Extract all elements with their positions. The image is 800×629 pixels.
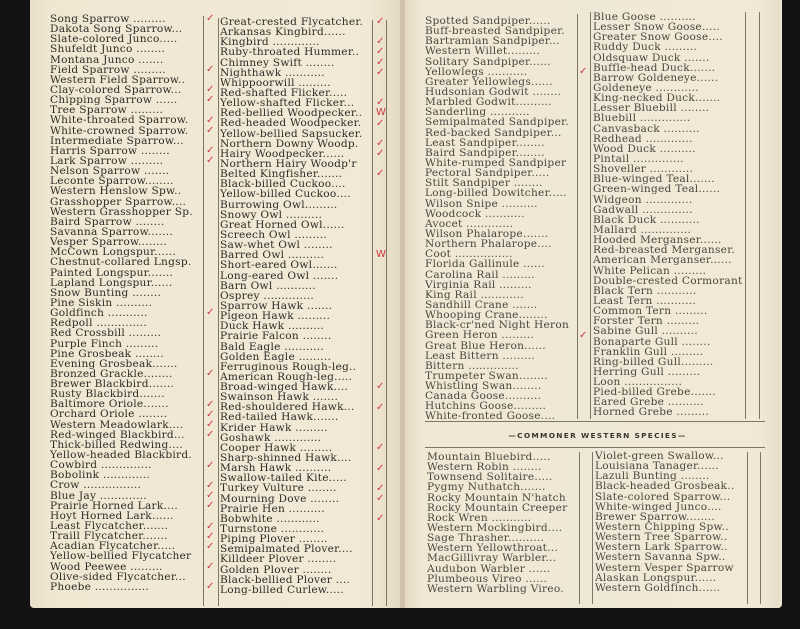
column-rule <box>372 20 373 606</box>
species-entry: Baird Sparrow ........ <box>50 216 165 227</box>
column-rule <box>745 12 746 419</box>
species-entry: Field Sparrow ......... <box>50 64 166 75</box>
species-entry: Snowy Owl .......... <box>220 209 323 220</box>
species-entry: Herring Gull ......... <box>593 366 701 378</box>
species-entry: Swallow-tailed Kite..... <box>220 473 347 484</box>
species-entry: Red-bellied Woodpecker.. <box>220 108 363 119</box>
species-entry: Clay-colored Sparrow... <box>50 84 182 96</box>
species-entry: Western Yellowthroat... <box>427 543 559 554</box>
checkmark-icon: ✓ <box>376 482 385 494</box>
species-entry: MacGillivray Warbler... <box>427 553 557 564</box>
checkmark-icon: ✓ <box>206 124 215 136</box>
species-entry: Savanna Sparrow....... <box>50 226 173 238</box>
species-entry: Red-breasted Merganser. <box>593 245 735 256</box>
species-entry: Arkansas Kingbird...... <box>220 27 346 38</box>
species-entry: Bluebill .............. <box>593 113 691 124</box>
species-entry: Plumbeous Vireo ...... <box>427 573 548 584</box>
species-entry: Goldfinch ........... <box>50 308 148 319</box>
species-entry: Mourning Dove ........ <box>220 493 340 504</box>
species-entry: Screech Owl ......... <box>220 229 327 241</box>
species-entry: Violet-green Swallow... <box>595 451 724 462</box>
column-rule <box>592 452 593 604</box>
species-entry: Barn Owl ........... <box>220 280 316 291</box>
species-entry: Ruddy Duck ......... <box>593 42 698 53</box>
species-entry: Western Warbling Vireo. <box>427 583 564 594</box>
species-column-4 <box>593 12 744 418</box>
species-entry: Louisiana Tanager...... <box>595 461 719 472</box>
species-entry: Saw-whet Owl ........ <box>220 240 333 251</box>
species-entry: Crow ................ <box>50 480 142 491</box>
checkmark-icon: ✓ <box>376 46 385 58</box>
checkmark-icon: ✓ <box>206 530 215 542</box>
species-entry: Lapland Longspur...... <box>50 277 173 288</box>
species-entry: Vesper Sparrow........ <box>50 237 167 248</box>
species-entry: Baltimore Oriole....... <box>50 399 169 410</box>
species-entry: Sage Thrasher.......... <box>427 533 545 544</box>
species-entry: Common Tern ......... <box>593 306 708 317</box>
species-entry: Black Tern ........... <box>593 285 697 296</box>
species-entry: Pintail .............. <box>593 153 684 165</box>
species-entry: Red-tailed Hawk....... <box>220 412 339 423</box>
species-entry: White-winged Junco.... <box>595 501 722 512</box>
species-entry: Stilt Sandpiper ........ <box>425 178 543 189</box>
species-entry: Widgeon ............. <box>593 194 693 205</box>
species-entry: Western Henslow Spw.. <box>50 186 182 197</box>
species-entry: Redhead ............. <box>593 133 693 144</box>
column-rule <box>577 14 578 419</box>
checkmark-icon: ✓ <box>376 137 385 149</box>
species-entry: Western Mockingbird.... <box>427 522 563 534</box>
species-entry: Least Sandpiper........ <box>425 137 545 148</box>
species-entry: Western Willet......... <box>425 46 540 57</box>
species-entry: Long-billed Curlew..... <box>220 584 345 596</box>
species-entry: Least Bittern ......... <box>425 350 535 361</box>
western-species-column-1 <box>427 452 577 594</box>
species-entry: Marsh Hawk .......... <box>220 463 332 474</box>
checkmark-icon: ✓ <box>376 442 385 454</box>
species-entry: Blue-winged Teal....... <box>593 174 715 185</box>
column-rule <box>760 452 761 604</box>
species-entry: Rocky Mountain N'hatch <box>427 492 566 503</box>
species-entry: Slate-colored Sparrow... <box>595 491 731 502</box>
w-mark-icon: W <box>376 249 386 261</box>
species-entry: Prairie Horned Lark.... <box>50 500 178 511</box>
species-entry: Chimney Swift ........ <box>220 57 335 68</box>
species-entry: Lesser Snow Goose..... <box>593 22 721 33</box>
species-entry: Avocet ............. <box>425 218 514 229</box>
species-entry: Ferruginous Rough-leg.. <box>220 361 357 372</box>
species-entry: Chestnut-collared Lngsp. <box>50 257 192 268</box>
species-entry: Prairie Hen .......... <box>220 503 325 514</box>
species-entry: Leconte Sparrow........ <box>50 176 174 187</box>
species-entry: Sparrow Hawk ....... <box>220 300 333 312</box>
species-entry: Whooping Crane........ <box>425 310 548 321</box>
species-entry: Turkey Vulture ........ <box>220 483 337 494</box>
species-entry: Ruby-throated Hummer.. <box>220 47 360 58</box>
species-entry: Golden Plover ........ <box>220 564 332 575</box>
species-entry: Western Chipping Spw.. <box>595 521 729 533</box>
species-entry: Osprey .............. <box>220 290 314 301</box>
species-entry: Double-crested Cormorant <box>593 275 743 286</box>
species-entry: Pigeon Hawk ......... <box>220 311 331 322</box>
species-entry: Long-billed Dowitcher..... <box>425 188 567 199</box>
checkmark-icon: ✓ <box>206 500 215 512</box>
species-entry: Black-cr'ned Night Heron <box>425 320 570 331</box>
checkmark-icon: ✓ <box>206 398 215 410</box>
species-entry: Northern Hairy Woodp'r <box>220 158 357 170</box>
species-entry: Yellow-shafted Flicker... <box>220 98 355 109</box>
species-entry: Rocky Mountain Creeper <box>427 502 568 513</box>
species-entry: Least Flycatcher....... <box>50 521 169 532</box>
species-entry: Green Heron ......... <box>425 330 534 341</box>
species-entry: Buffle-head Duck....... <box>593 62 716 73</box>
species-entry: Bartramian Sandpiper... <box>425 36 560 47</box>
species-entry: Western Robin ........ <box>427 462 542 473</box>
species-entry: Dakota Song Sparrow... <box>50 24 183 35</box>
species-entry: Pine Siskin .......... <box>50 297 153 309</box>
species-entry: Yellow-headed Blackbird. <box>50 450 192 461</box>
species-entry: Marbled Godwit.......... <box>425 97 552 108</box>
species-entry: McCown Longspur...... <box>50 247 176 258</box>
species-entry: Western Field Sparrow.. <box>50 74 186 85</box>
species-entry: American Merganser...... <box>593 255 732 266</box>
species-entry: Baird Sandpiper........ <box>425 147 545 158</box>
species-entry: Rock Wren ........... <box>427 512 532 523</box>
checkmark-icon: ✓ <box>206 419 215 430</box>
species-entry: Green-winged Teal...... <box>593 184 721 195</box>
species-entry: Redpoll .............. <box>50 318 147 329</box>
checkmark-icon: ✓ <box>206 459 215 471</box>
species-entry: Blue Jay ............. <box>50 490 147 501</box>
checkmark-icon: ✓ <box>206 307 215 319</box>
species-entry: Bronzed Grackle........ <box>50 368 173 380</box>
species-entry: Nelson Sparrow ....... <box>50 166 170 177</box>
species-entry: White-crowned Sparrow. <box>50 125 189 136</box>
species-entry: Horned Grebe ......... <box>593 407 709 418</box>
species-entry: Sanderling ........... <box>425 107 530 118</box>
species-entry: Forster Tern ......... <box>593 316 700 327</box>
species-column-3 <box>425 16 575 422</box>
species-entry: Loon ................ <box>593 377 683 388</box>
checkmark-icon: ✓ <box>206 63 215 75</box>
species-entry: Acadian Flycatcher..... <box>50 541 176 552</box>
w-mark-icon: W <box>376 107 386 119</box>
species-entry: Western Tree Sparrow.. <box>595 532 728 543</box>
species-entry: Long-eared Owl ....... <box>220 270 339 281</box>
species-entry: Bonaparte Gull ........ <box>593 336 711 347</box>
species-entry: Shoveller ............ <box>593 164 694 175</box>
species-entry: Shufeldt Junco ........ <box>50 44 166 55</box>
species-entry: Great Horned Owl...... <box>220 219 345 230</box>
species-entry: Semipalmated Plover.... <box>220 544 353 555</box>
species-entry: Barrow Goldeneye...... <box>593 72 719 83</box>
species-entry: Rusty Blackbird....... <box>50 389 165 400</box>
species-entry: Great Blue Heron...... <box>425 340 546 351</box>
species-entry: Swainson Hawk ....... <box>220 392 339 403</box>
species-entry: Evening Grosbeak....... <box>50 358 178 369</box>
species-entry: Brewer Blackbird....... <box>50 379 175 390</box>
checkmark-icon: ✓ <box>376 147 385 159</box>
species-entry: Intermediate Sparrow... <box>50 135 184 146</box>
species-entry: Piping Plover ........ <box>220 534 328 545</box>
checkmark-icon: ✓ <box>579 65 588 77</box>
species-entry: Slate-colored Junco..... <box>50 34 178 45</box>
species-entry: Yellowlegs ........... <box>425 66 528 77</box>
species-entry: Solitary Sandpiper...... <box>425 56 551 67</box>
species-entry: Short-eared Owl....... <box>220 260 338 271</box>
checkmark-icon: ✓ <box>376 401 385 413</box>
species-entry: Western Meadowlark.... <box>50 419 184 430</box>
species-entry: White Pelican ......... <box>593 265 707 276</box>
species-entry: Wilson Phalarope....... <box>425 228 549 240</box>
checkmark-icon: ✓ <box>206 114 215 126</box>
checkmark-icon: ✓ <box>206 155 215 167</box>
species-entry: Canada Goose.......... <box>425 391 542 402</box>
species-entry: Painted Longspur....... <box>50 267 174 278</box>
column-rule <box>386 20 387 606</box>
species-entry: Bobwhite ............ <box>220 513 320 525</box>
species-entry: Barred Owl .......... <box>220 250 325 261</box>
species-entry: Nighthawk ........... <box>220 67 325 78</box>
species-entry: Black-bellied Plover .... <box>220 574 351 585</box>
species-entry: Audubon Warbler ...... <box>427 563 551 574</box>
species-entry: Least Tern ........... <box>593 295 696 307</box>
species-entry: Tree Sparrow ......... <box>50 105 164 116</box>
species-entry: Black Duck ........... <box>593 214 700 225</box>
species-entry: Yellow-billed Cuckoo.... <box>220 189 351 200</box>
species-entry: Red-backed Sandpiper... <box>425 127 562 138</box>
species-entry: Oldsquaw Duck ....... <box>593 52 710 63</box>
species-entry: Burrowing Owl......... <box>220 199 338 210</box>
species-entry: Pine Grosbeak ........ <box>50 348 164 359</box>
checkmark-icon: ✓ <box>206 368 215 380</box>
checkmark-icon: ✓ <box>206 540 215 552</box>
species-entry: Turnstone ............ <box>220 524 325 535</box>
checkmark-icon: ✓ <box>376 117 385 129</box>
species-entry: Bittern .............. <box>425 360 519 371</box>
species-entry: Broad-winged Hawk.... <box>220 382 349 393</box>
species-entry: Brewer Sparrow........ <box>595 511 715 522</box>
section-rule-bottom <box>425 447 765 448</box>
checkmark-icon: ✓ <box>206 490 215 502</box>
species-entry: Mallard .............. <box>593 224 692 236</box>
species-entry: Western Savanna Spw.. <box>595 552 726 563</box>
species-entry: Western Vesper Sparrow <box>595 562 734 573</box>
species-entry: Cooper Hawk ......... <box>220 442 333 454</box>
checkmark-icon: ✓ <box>376 462 385 474</box>
species-entry: Great-crested Flycatcher. <box>220 17 364 28</box>
species-entry: Semipalmated Sandpiper. <box>425 117 569 128</box>
species-entry: Franklin Gull ......... <box>593 346 704 357</box>
species-entry: Belted Kingfisher....... <box>220 169 343 180</box>
species-entry: Greater Yellowlegs...... <box>425 76 553 87</box>
species-entry: Lark Sparrow ......... <box>50 155 164 167</box>
species-entry: Hoyt Horned Lark...... <box>50 510 174 522</box>
species-entry: Buff-breasted Sandpiper. <box>425 26 565 37</box>
checkmark-icon: ✓ <box>376 56 385 68</box>
checkmark-icon: ✓ <box>579 329 588 341</box>
species-entry: Coot ................ <box>425 249 513 260</box>
species-entry: Wood Duck .......... <box>593 143 696 154</box>
species-entry: Golden Eagle ......... <box>220 351 332 362</box>
species-entry: Grasshopper Sparrow.... <box>50 196 187 207</box>
species-entry: Montana Junco ....... <box>50 54 164 65</box>
checkmark-icon: ✓ <box>376 381 385 393</box>
species-entry: Sandhill Crane ....... <box>425 299 538 311</box>
species-entry: Sharp-shinned Hawk.... <box>220 453 352 464</box>
species-entry: Kingbird ............. <box>220 37 320 48</box>
book-spine <box>400 0 405 608</box>
species-entry: Carolina Rail ......... <box>425 269 535 280</box>
species-entry: Cowbird .............. <box>50 460 152 471</box>
checkmark-icon: ✓ <box>376 493 385 505</box>
species-entry: Northern Phalarope.... <box>425 239 552 250</box>
species-entry: Whippoorwill ......... <box>220 77 331 88</box>
species-entry: Red-shafted Flicker..... <box>220 87 348 99</box>
species-entry: Alaskan Longspur...... <box>595 572 717 583</box>
species-entry: Townsend Solitaire..... <box>427 472 553 483</box>
species-entry: Ring-billed Gull......... <box>593 356 714 367</box>
checkmark-icon: ✓ <box>206 144 215 156</box>
species-entry: Harris Sparrow ........ <box>50 145 170 156</box>
species-entry: Red-shouldered Hawk... <box>220 402 355 413</box>
species-entry: Red-winged Blackbird... <box>50 429 185 440</box>
species-entry: Western Lark Sparrow.. <box>595 542 728 553</box>
species-column-1 <box>50 14 202 592</box>
species-entry: Virginia Rail ......... <box>425 279 532 290</box>
section-title: —COMMONER WESTERN SPECIES— <box>508 431 687 440</box>
species-entry: Mountain Bluebird..... <box>427 452 551 463</box>
species-entry: King-necked Duck....... <box>593 93 721 104</box>
species-entry: Orchard Oriole ........ <box>50 409 168 420</box>
species-entry: American Rough-leg..... <box>220 371 353 383</box>
species-entry: Wilson Snipe .......... <box>425 198 538 209</box>
western-species-column-2 <box>595 451 745 593</box>
column-rule <box>747 452 748 604</box>
checkmark-icon: ✓ <box>376 66 385 78</box>
species-entry: Goldeneye ............ <box>593 82 699 94</box>
species-entry: Yellow-bellied Flycatcher <box>50 551 192 562</box>
species-entry: Hutchins Goose......... <box>425 401 547 412</box>
species-entry: Bald Eagle ........... <box>220 341 325 352</box>
species-entry: Snow Bunting ........ <box>50 287 162 298</box>
species-entry: Florida Gallinule ...... <box>425 259 545 270</box>
species-entry: Song Sparrow ......... <box>50 14 166 25</box>
checkmark-icon: ✓ <box>206 581 215 593</box>
species-entry: Black-headed Grosbeak.. <box>595 481 735 492</box>
species-entry: Black-billed Cuckoo.... <box>220 179 346 190</box>
species-entry: Prairie Falcon ........ <box>220 331 332 342</box>
column-rule <box>218 18 219 606</box>
column-rule <box>579 452 580 604</box>
species-entry: White-throated Sparrow. <box>50 115 189 126</box>
species-entry: Krider Hawk ......... <box>220 422 328 433</box>
checkmark-icon: ✓ <box>376 16 385 27</box>
species-entry: Canvasback .......... <box>593 123 700 134</box>
checkmark-icon: ✓ <box>376 168 385 180</box>
species-entry: Sabine Gull .......... <box>593 326 698 337</box>
checkmark-icon: ✓ <box>206 561 215 573</box>
species-entry: Goshawk ............. <box>220 432 322 443</box>
species-entry: Hooded Merganser...... <box>593 235 722 246</box>
species-entry: Pied-billed Grebe....... <box>593 387 716 398</box>
species-entry: King Rail ............ <box>425 289 524 300</box>
species-entry: Blue Goose .......... <box>593 12 696 23</box>
species-entry: Northern Downy Woodp. <box>220 138 359 149</box>
column-rule <box>203 16 204 606</box>
species-entry: Hairy Woodpecker...... <box>220 148 345 159</box>
species-entry: Red-headed Woodpecker. <box>220 118 362 129</box>
species-entry: Chipping Sparrow ...... <box>50 95 178 106</box>
species-entry: White-rumped Sandpiper <box>425 157 567 169</box>
species-entry: Phoebe ............... <box>50 581 150 593</box>
species-entry: White-fronted Goose.... <box>425 411 556 422</box>
checkmark-icon: ✓ <box>206 429 215 441</box>
species-entry: Wood Peewee ......... <box>50 561 163 572</box>
checkmark-icon: ✓ <box>206 84 215 96</box>
checkmark-icon: ✓ <box>206 520 215 532</box>
checkmark-icon: ✓ <box>206 479 215 491</box>
species-entry: Purple Finch ......... <box>50 338 159 349</box>
species-entry: Whistling Swan........ <box>425 381 542 392</box>
checkmark-icon: ✓ <box>376 97 385 109</box>
species-entry: Western Goldfinch...... <box>595 582 721 593</box>
species-entry: Trumpeter Swan........ <box>425 370 548 382</box>
species-entry: Traill Flycatcher....... <box>50 531 168 542</box>
column-rule <box>759 12 760 419</box>
species-entry: Olive-sided Flycatcher... <box>50 571 186 582</box>
species-entry: Hudsonian Godwit ........ <box>425 86 562 98</box>
species-entry: Red Crossbill ......... <box>50 328 162 339</box>
checkmark-icon: ✓ <box>206 94 215 106</box>
checkmark-icon: ✓ <box>376 36 385 48</box>
species-entry: Pygmy Nuthatch....... <box>427 482 546 493</box>
species-entry: Greater Snow Goose.... <box>593 32 723 43</box>
column-rule <box>590 12 591 419</box>
species-entry: Western Grasshopper Sp. <box>50 206 193 217</box>
checkmark-icon: ✓ <box>376 513 385 525</box>
species-entry: Killdeer Plover ........ <box>220 554 337 565</box>
species-entry: Pectoral Sandpiper..... <box>425 168 550 179</box>
species-entry: Gadwall .............. <box>593 204 693 215</box>
species-entry: Eared Grebe .......... <box>593 397 704 408</box>
species-entry: Yellow-bellied Sapsucker. <box>220 128 363 139</box>
checkmark-icon: ✓ <box>206 13 215 24</box>
species-entry: Lesser Bluebill ........ <box>593 103 710 114</box>
species-entry: Woodcock ........... <box>425 208 525 219</box>
species-entry: Duck Hawk .......... <box>220 321 325 332</box>
checkmark-icon: ✓ <box>206 408 215 420</box>
species-entry: Thick-billed Redwing.... <box>50 439 183 451</box>
species-entry: Lazuli Bunting ........ <box>595 471 710 482</box>
species-column-2 <box>220 17 371 595</box>
species-entry: Bobolink ............. <box>50 470 150 481</box>
species-entry: Spotted Sandpiper...... <box>425 16 551 27</box>
